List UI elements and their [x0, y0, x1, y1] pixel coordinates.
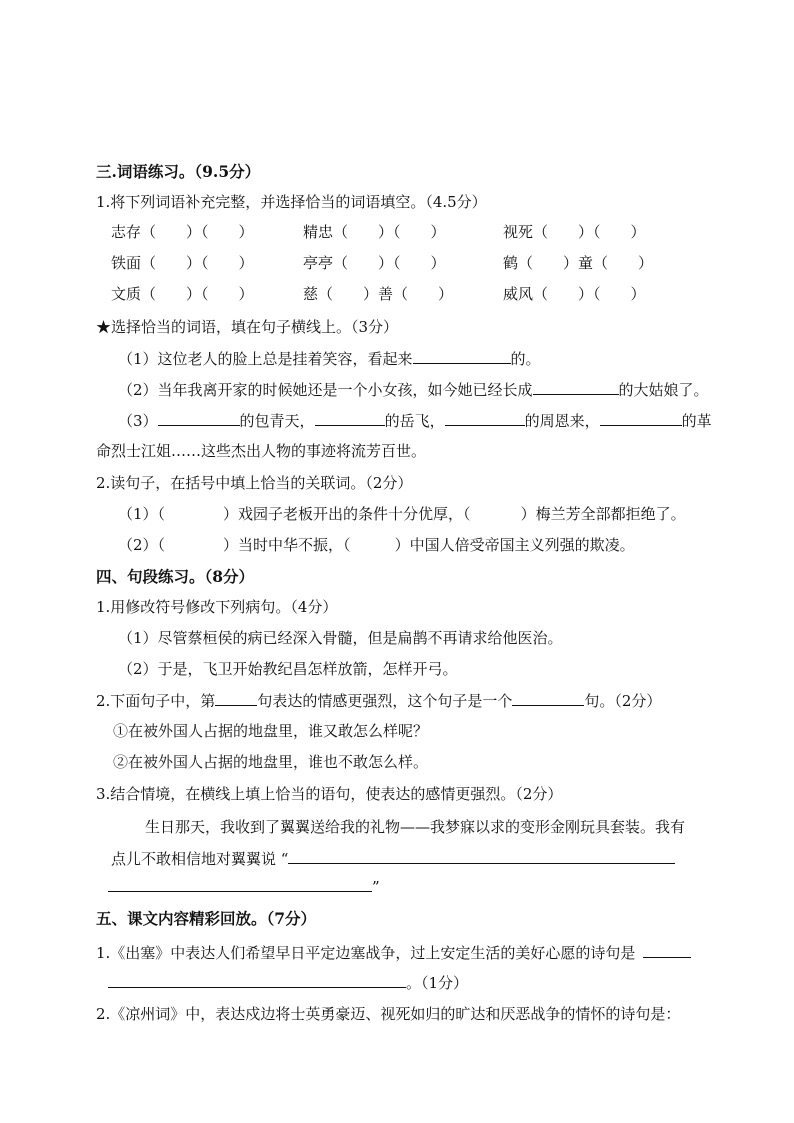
word-fill-1-3: 视死（ ）（ ） — [503, 223, 646, 241]
conjunction-sentence-1 — [118, 504, 686, 524]
section-4-heading: 四、句段练习。（8分） — [96, 567, 255, 586]
word-fill-2-2: 亭亭（ ）（ ） — [303, 254, 446, 272]
sentence-2-text: （2）当年我离开家的时候她还是一个小女孩，如今她已经长成 — [118, 381, 533, 399]
blank-line[interactable] — [445, 410, 525, 426]
answer-line[interactable] — [108, 876, 372, 892]
option-sentence-2: ②在被外国人占据的地盘里，谁也不敢怎么样。 — [113, 753, 429, 771]
faulty-sentence-1: （1）尽管蔡桓侯的病已经深入骨髓，但是扁鹊不再请求给他医治。 — [118, 629, 563, 647]
q4-2-part-3: 句。（2分） — [584, 692, 662, 710]
word-fill-2-1: 铁面（ ）（ ） — [111, 254, 254, 272]
sentence-1-end: 的。 — [510, 350, 541, 368]
conj-2-mid: ）当时中华不振，（ — [223, 536, 351, 554]
word-fill-3-1: 文质（ ）（ ） — [111, 285, 254, 303]
blank-line[interactable] — [533, 379, 619, 395]
sentence-3-part-4: 的革 — [681, 412, 712, 430]
question-5-1-continued — [108, 972, 468, 993]
star-instruction: ★选择恰当的词语，填在句子横线上。（3分） — [96, 318, 399, 336]
conj-2-end: ）中国人倍受帝国主义列强的欺凌。 — [394, 536, 635, 554]
sentence-3-part-2: 的岳飞， — [384, 412, 445, 430]
blank-line[interactable] — [158, 410, 240, 426]
context-paragraph-line-2 — [111, 848, 675, 869]
section-5-heading: 五、课文内容精彩回放。（7分） — [96, 909, 317, 928]
quote-lead: 点儿不敢相信地对翼翼说 “ — [111, 850, 289, 868]
conj-1-open: （1）（ — [118, 505, 166, 523]
answer-line[interactable] — [288, 848, 675, 864]
word-fill-3-2: 慈（ ）善（ ） — [303, 285, 454, 303]
question-5-1 — [96, 942, 691, 963]
blank-line[interactable] — [512, 690, 584, 706]
sentence-2-end: 的大姑娘了。 — [618, 381, 709, 399]
sentence-3 — [118, 410, 712, 431]
q4-2-part-2: 句表达的情感更强烈，这个句子是一个 — [257, 692, 513, 710]
question-5-2: 2.《凉州词》中，表达戍边将士英勇豪迈、视死如归的旷达和厌恶战争的情怀的诗句是： — [96, 1005, 681, 1023]
conjunction-sentence-2 — [118, 535, 635, 555]
blank-line[interactable] — [215, 690, 257, 706]
sentence-1 — [118, 348, 541, 369]
blank-line[interactable] — [413, 348, 511, 364]
word-fill-1-2: 精忠（ ）（ ） — [303, 223, 446, 241]
quote-close: ” — [372, 878, 380, 896]
section-3-heading: 三.词语练习。（9.5分） — [96, 162, 261, 181]
q4-2-part-1: 2.下面句子中，第 — [96, 692, 216, 710]
sentence-3-continued: 命烈士江姐……这些杰出人物的事迹将流芳百世。 — [96, 442, 427, 460]
faulty-sentence-2: （2）于是，飞卫开始教纪昌怎样放箭，怎样开弓。 — [118, 660, 458, 678]
q5-1-text: 1.《出塞》中表达人们希望早日平定边塞战争，过上安定生活的美好心愿的诗句是 — [96, 944, 636, 962]
option-sentence-1: ①在被外国人占据的地盘里，谁又敢怎么样呢？ — [113, 722, 429, 740]
sentence-1-text: （1）这位老人的脸上总是挂着笑容，看起来 — [118, 350, 413, 368]
conj-1-mid: ）戏园子老板开出的条件十分优厚，（ — [223, 505, 471, 523]
conj-2-open: （2）（ — [118, 536, 166, 554]
blank-line[interactable] — [600, 410, 682, 426]
answer-line[interactable] — [108, 972, 406, 988]
sentence-3-part-1: 的包青天， — [239, 412, 315, 430]
word-fill-2-3: 鹤（ ）童（ ） — [503, 254, 654, 272]
q5-1-score: 。（1分） — [406, 974, 469, 992]
question-3-1: 1.将下列词语补充完整，并选择恰当的词语填空。（4.5分） — [96, 193, 487, 211]
sentence-3-prefix: （3） — [118, 412, 158, 430]
question-4-3: 3.结合情境，在横线上填上恰当的语句，使表达的感情更强烈。（2分） — [96, 785, 563, 803]
question-3-2: 2.读句子，在括号中填上恰当的关联词。（2分） — [96, 474, 413, 492]
blank-line[interactable] — [315, 410, 385, 426]
conj-1-end: ）梅兰芳全部都拒绝了。 — [520, 505, 686, 523]
question-4-2 — [96, 690, 661, 711]
context-paragraph-line-1: 生日那天，我收到了翼翼送给我的礼物——我梦寐以求的变形金刚玩具套装。我有 — [145, 818, 686, 836]
sentence-2 — [118, 379, 709, 400]
word-fill-1-1: 志存（ ）（ ） — [111, 223, 254, 241]
word-fill-3-3: 威风（ ）（ ） — [503, 285, 646, 303]
context-paragraph-line-3 — [108, 876, 380, 897]
blank-line[interactable] — [643, 942, 691, 958]
sentence-3-part-3: 的周恩来， — [524, 412, 600, 430]
question-4-1: 1.用修改符号修改下列病句。（4分） — [96, 598, 338, 616]
